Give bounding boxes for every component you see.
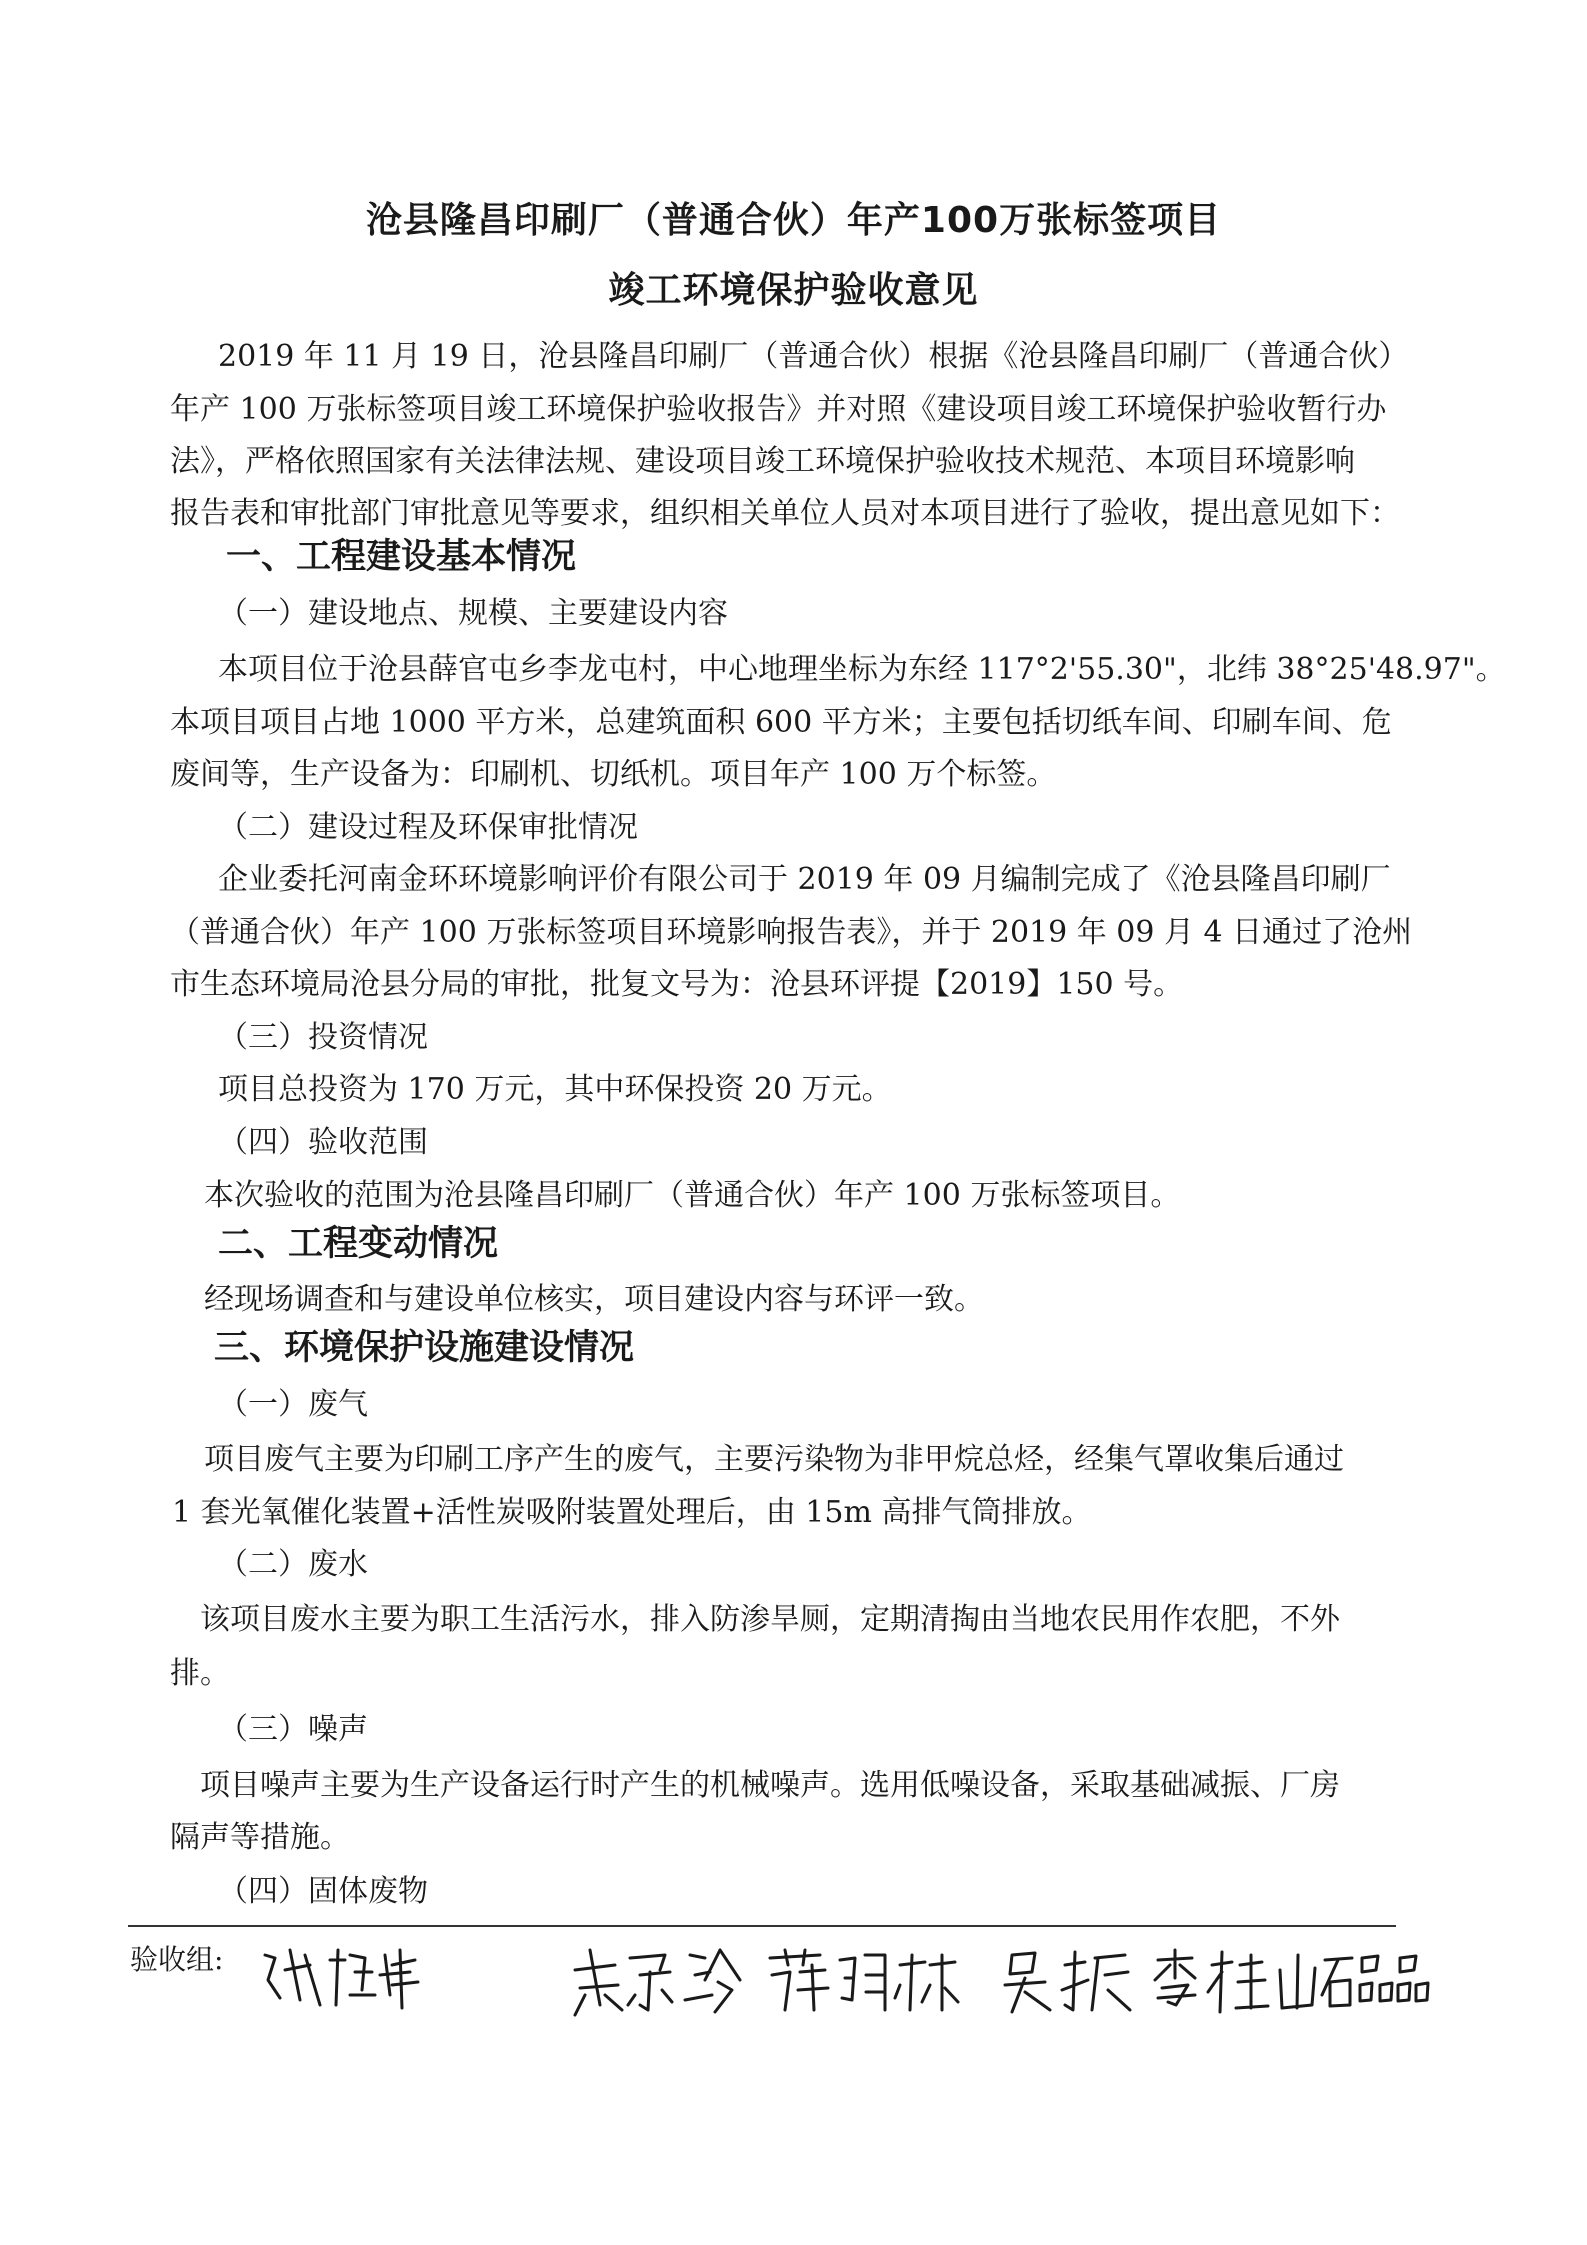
subsection-heading: （一）建设地点、规模、主要建设内容 <box>218 596 728 631</box>
intro-line: 2019 年 11 月 19 日，沧县隆昌印刷厂（普通合伙）根据《沧县隆昌印刷厂（普通合伙） <box>218 339 1409 374</box>
title-line-1: 沧县隆昌印刷厂（普通合伙）年产100万张标签项目 <box>365 200 1222 241</box>
signature-5 <box>1155 1950 1315 2012</box>
paragraph-line: 项目总投资为 170 万元，其中环保投资 20 万元。 <box>218 1072 892 1107</box>
section-heading: 一、工程建设基本情况 <box>226 537 577 577</box>
handwritten-signatures <box>0 1910 1587 2050</box>
paragraph-line: 经现场调查和与建设单位核实，项目建设内容与环评一致。 <box>204 1282 984 1317</box>
paragraph-line: 本项目项目占地 1000 平方米，总建筑面积 600 平方米；主要包括切纸车间、印刷车间、危 <box>170 705 1392 740</box>
title-line-2: 竣工环境保护验收意见 <box>608 270 979 311</box>
subsection-heading: （三）噪声 <box>218 1712 368 1747</box>
signature-6 <box>1322 1956 1428 2006</box>
paragraph-line: 排。 <box>170 1656 230 1691</box>
paragraph-line: 该项目废水主要为职工生活污水，排入防渗旱厕，定期清掏由当地农民用作农肥，不外 <box>200 1602 1340 1637</box>
paragraph-line: 1 套光氧催化装置+活性炭吸附装置处理后，由 15m 高排气筒排放。 <box>172 1495 1092 1530</box>
paragraph-line: （普通合伙）年产 100 万张标签项目环境影响报告表》，并于 2019 年 09 月 4 日通过了沧州 <box>170 915 1413 950</box>
subsection-heading: （二）建设过程及环保审批情况 <box>218 810 638 845</box>
section-heading: 二、工程变动情况 <box>218 1224 499 1264</box>
intro-line: 法》，严格依照国家有关法律法规、建设项目竣工环境保护验收技术规范、本项目环境影响 <box>170 444 1355 479</box>
intro-line: 报告表和审批部门审批意见等要求，组织相关单位人员对本项目进行了验收，提出意见如下： <box>170 496 1400 531</box>
signature-3 <box>770 1950 958 2010</box>
signature-4 <box>1005 1952 1130 2012</box>
subsection-heading: （四）验收范围 <box>218 1125 428 1160</box>
section-heading: 三、环境保护设施建设情况 <box>214 1328 635 1368</box>
subsection-heading: （四）固体废物 <box>218 1874 428 1909</box>
subsection-heading: （一）废气 <box>218 1387 368 1422</box>
paragraph-line: 项目噪声主要为生产设备运行时产生的机械噪声。选用低噪设备，采取基础减振、厂房 <box>200 1768 1340 1803</box>
signature-1 <box>265 1950 418 2008</box>
signature-label: 验收组: <box>130 1943 224 1976</box>
subsection-heading: （二）废水 <box>218 1547 368 1582</box>
paragraph-line: 废间等，生产设备为：印刷机、切纸机。项目年产 100 万个标签。 <box>170 757 1057 792</box>
subsection-heading: （三）投资情况 <box>218 1020 428 1055</box>
paragraph-line: 隔声等措施。 <box>170 1820 350 1855</box>
intro-line: 年产 100 万张标签项目竣工环境保护验收报告》并对照《建设项目竣工环境保护验收暂行办 <box>170 392 1387 427</box>
paragraph-line: 本项目位于沧县薛官屯乡李龙屯村，中心地理坐标为东经 117°2'55.30"，北纬 38°25'48.97"。 <box>218 652 1506 687</box>
paragraph-line: 市生态环境局沧县分局的审批，批复文号为：沧县环评提【2019】150 号。 <box>170 967 1184 1002</box>
paragraph-line: 企业委托河南金环环境影响评价有限公司于 2019 年 09 月编制完成了《沧县隆昌印刷厂 <box>218 862 1391 897</box>
paragraph-line: 项目废气主要为印刷工序产生的废气，主要污染物为非甲烷总烃，经集气罩收集后通过 <box>204 1442 1344 1477</box>
signature-2 <box>575 1950 740 2015</box>
paragraph-line: 本次验收的范围为沧县隆昌印刷厂（普通合伙）年产 100 万张标签项目。 <box>204 1178 1181 1213</box>
